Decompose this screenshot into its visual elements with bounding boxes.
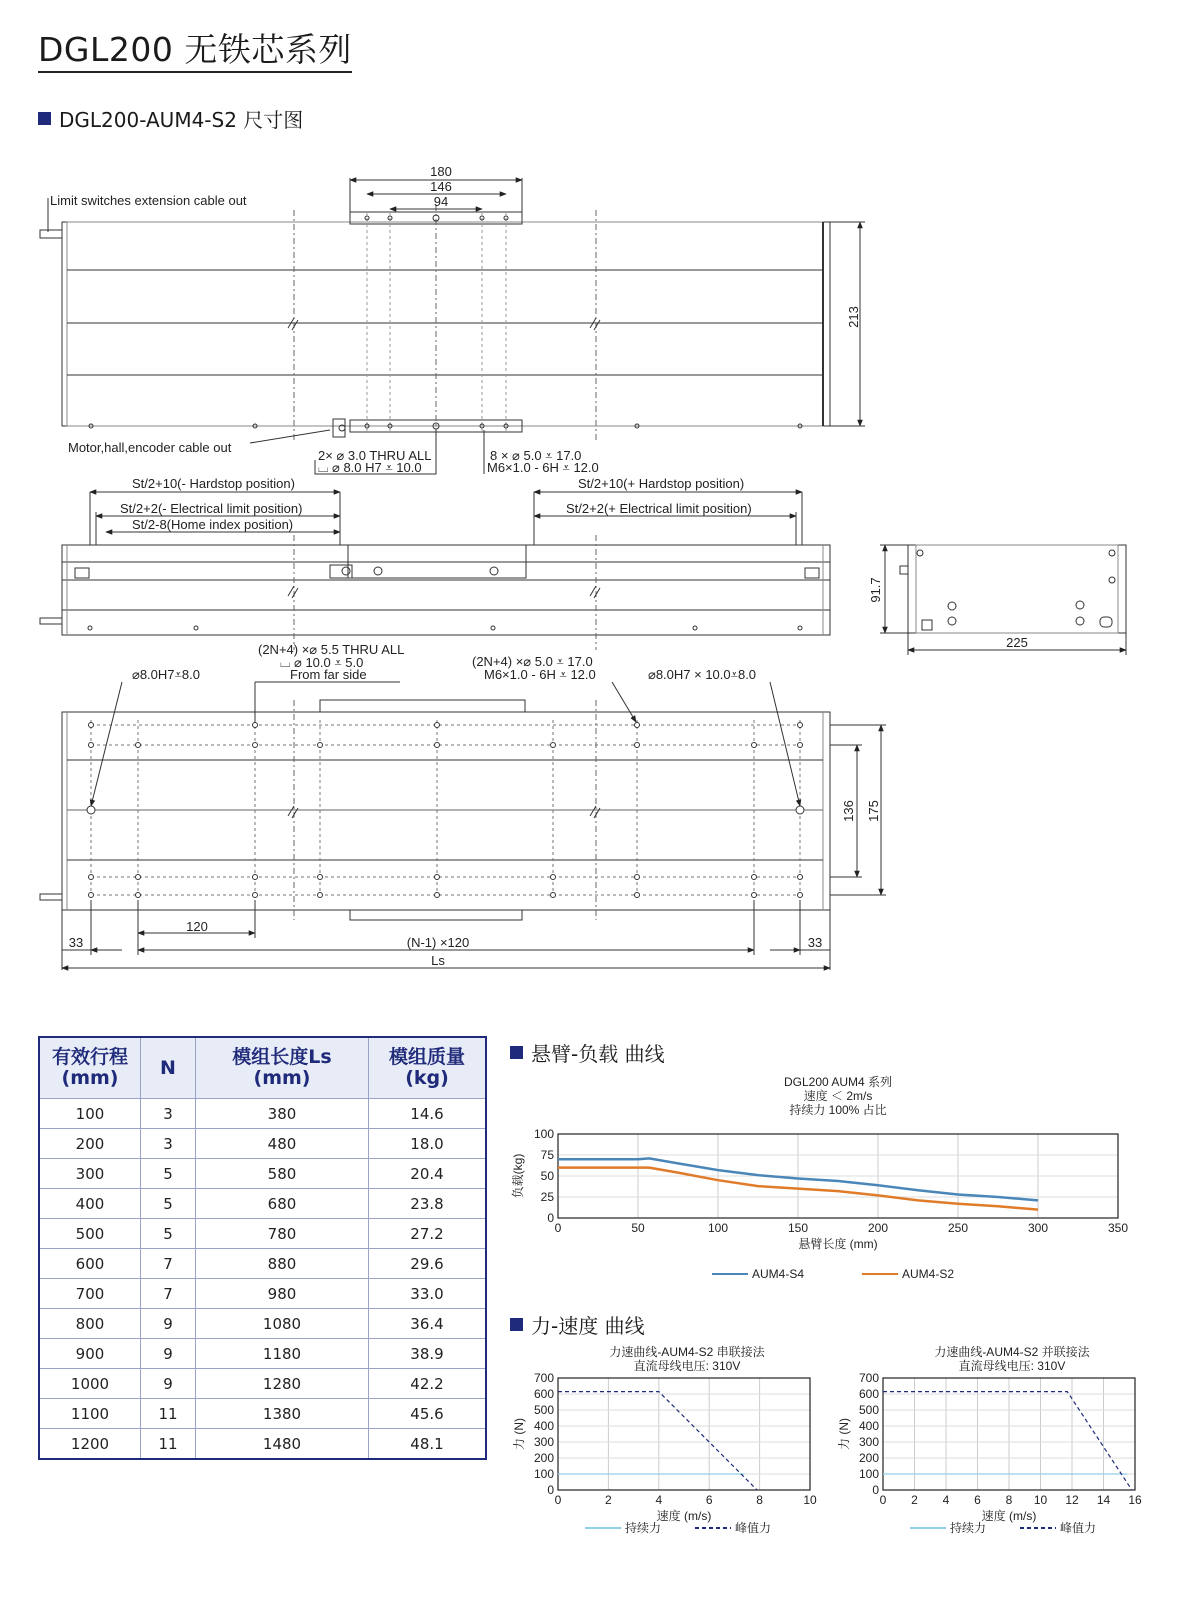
series-line-1: [883, 1392, 1132, 1490]
table-cell: 380: [196, 1099, 369, 1129]
table-cell: 980: [196, 1279, 369, 1309]
dim-33-left: 33: [68, 935, 84, 950]
y-axis-label: 力 (N): [512, 1418, 526, 1450]
table-row: [39, 1339, 486, 1369]
y-tick-label: 100: [533, 1467, 554, 1481]
table-cell: 1080: [196, 1309, 369, 1339]
cantilever-load-chart: [500, 1070, 1160, 1290]
table-cell: 36.4: [369, 1309, 487, 1339]
col-length-label: 模组长度Ls (mm): [232, 1046, 332, 1089]
x-axis-label: 速度 (m/s): [656, 1509, 712, 1523]
holes-spec-d1: (2N+4) ×⌀ 5.0 ⩡ 17.0: [472, 654, 593, 669]
holes-spec-d2: M6×1.0 - 6H ⩡ 12.0: [484, 667, 596, 682]
dim-146: 146: [430, 179, 452, 194]
table-cell: 7: [141, 1279, 196, 1309]
dim-94: 94: [433, 194, 449, 209]
table-row: [39, 1399, 486, 1429]
table-cell: 480: [196, 1129, 369, 1159]
x-tick-label: 6: [974, 1493, 981, 1507]
pin-spec-right: ⌀8.0H7 × 10.0⩡8.0: [648, 667, 757, 682]
dim-136: 136: [841, 800, 856, 822]
x-tick-label: 14: [1096, 1493, 1111, 1507]
force-speed-chart-series: [505, 1340, 835, 1545]
table-row: [39, 1099, 486, 1129]
table-cell: 1200: [39, 1429, 141, 1460]
section-force-heading: [510, 1310, 645, 1339]
table-row: [39, 1219, 486, 1249]
page-title: DGL200 无铁芯系列: [38, 30, 352, 73]
table-cell: 1480: [196, 1429, 369, 1460]
pin-spec-left: ⌀8.0H7⩡8.0: [132, 667, 200, 682]
table-row: [39, 1369, 486, 1399]
dimension-drawing: [0, 150, 1204, 990]
table-cell: 27.2: [369, 1219, 487, 1249]
table-cell: 780: [196, 1219, 369, 1249]
y-tick-label: 200: [533, 1451, 554, 1465]
x-tick-label: 8: [756, 1493, 763, 1507]
table-cell: 880: [196, 1249, 369, 1279]
table-cell: 5: [141, 1159, 196, 1189]
dim-180: 180: [430, 164, 452, 179]
legend-label-1: 峰值力: [735, 1521, 772, 1535]
x-tick-label: 4: [655, 1493, 663, 1507]
section-cantilever-label: 悬臂-负载 曲线: [531, 1042, 665, 1066]
label-hardstop-plus: St/2+10(+ Hardstop position): [578, 476, 745, 491]
table-cell: 3: [141, 1129, 196, 1159]
table-cell: 1100: [39, 1399, 141, 1429]
table-cell: 45.6: [369, 1399, 487, 1429]
table-cell: 42.2: [369, 1369, 487, 1399]
table-cell: 1180: [196, 1339, 369, 1369]
y-tick-label: 500: [533, 1403, 554, 1417]
force-speed-chart-parallel: [830, 1340, 1160, 1545]
holes-spec-c1: (2N+4) ×⌀ 5.5 THRU ALL: [258, 642, 405, 657]
table-cell: 200: [39, 1129, 141, 1159]
x-tick-label: 150: [787, 1221, 809, 1235]
col-n-label: N: [160, 1056, 176, 1079]
x-tick-label: 8: [1005, 1493, 1013, 1507]
top-view: [40, 178, 865, 474]
table-row: [39, 1129, 486, 1159]
series-line-1: [558, 1392, 757, 1490]
bullet-square-icon: [510, 1046, 523, 1059]
legend-label-0: 持续力: [950, 1521, 987, 1535]
y-axis-label: 负载(kg): [511, 1153, 525, 1199]
dim-33-right: 33: [807, 935, 823, 950]
table-cell: 38.9: [369, 1339, 487, 1369]
x-tick-label: 350: [1107, 1221, 1129, 1235]
table-cell: 900: [39, 1339, 141, 1369]
x-tick-label: 250: [947, 1221, 969, 1235]
label-motor-cable: Motor,hall,encoder cable out: [68, 440, 232, 455]
table-row: [39, 1309, 486, 1339]
x-axis-label: 悬臂长度 (mm): [798, 1237, 878, 1251]
table-cell: 11: [141, 1429, 196, 1460]
table-cell: 300: [39, 1159, 141, 1189]
section-cantilever-heading: [510, 1038, 665, 1067]
spec-table: [38, 1036, 487, 1460]
legend-label-0: AUM4-S4: [752, 1267, 805, 1281]
table-cell: 9: [141, 1339, 196, 1369]
x-tick-label: 16: [1128, 1493, 1142, 1507]
plot-frame: [558, 1378, 810, 1490]
col-stroke-label: 有效行程 (mm): [51, 1046, 128, 1089]
col-length: [196, 1037, 369, 1099]
y-tick-label: 300: [533, 1435, 554, 1449]
table-cell: 100: [39, 1099, 141, 1129]
label-elec-limit-minus: St/2+2(- Electrical limit position): [120, 501, 303, 516]
y-tick-label: 100: [858, 1467, 879, 1481]
dim-91-7: 91.7: [868, 577, 883, 603]
table-cell: 3: [141, 1099, 196, 1129]
col-mass: [369, 1037, 487, 1099]
section-dimensions-heading: [38, 104, 303, 133]
chart-subtitle: 直流母线电压: 310V: [958, 1359, 1066, 1373]
hole-spec-b2: M6×1.0 - 6H ⩡ 12.0: [487, 460, 599, 475]
x-tick-label: 2: [605, 1493, 612, 1507]
y-tick-label: 700: [858, 1371, 879, 1385]
table-cell: 23.8: [369, 1189, 487, 1219]
table-cell: 48.1: [369, 1429, 487, 1460]
y-tick-label: 600: [858, 1387, 879, 1401]
table-cell: 18.0: [369, 1129, 487, 1159]
table-row: [39, 1249, 486, 1279]
table-row: [39, 1189, 486, 1219]
dim-225: 225: [1006, 635, 1028, 650]
bullet-square-icon: [38, 112, 51, 125]
hole-spec-a2: ⌴ ⌀ 8.0 H7 ⩡ 10.0: [318, 460, 422, 475]
x-tick-label: 0: [554, 1221, 562, 1235]
dim-n-minus-1-120: (N-1) ×120: [406, 935, 470, 950]
table-cell: 800: [39, 1309, 141, 1339]
table-row: [39, 1429, 486, 1460]
x-tick-label: 6: [705, 1493, 713, 1507]
table-cell: 11: [141, 1399, 196, 1429]
y-tick-label: 400: [533, 1419, 554, 1433]
table-row: [39, 1279, 486, 1309]
table-cell: 1380: [196, 1399, 369, 1429]
chart-subtitle: 持续力 100% 占比: [789, 1103, 887, 1117]
legend-label-1: AUM4-S2: [902, 1267, 955, 1281]
y-tick-label: 700: [533, 1371, 554, 1385]
x-tick-label: 0: [554, 1493, 562, 1507]
x-axis-label: 速度 (m/s): [981, 1509, 1037, 1523]
bullet-square-icon: [510, 1318, 523, 1331]
holes-spec-c3: From far side: [290, 667, 367, 682]
table-cell: 33.0: [369, 1279, 487, 1309]
y-tick-label: 200: [858, 1451, 879, 1465]
y-tick-label: 0: [547, 1211, 554, 1225]
y-tick-label: 400: [858, 1419, 879, 1433]
table-cell: 9: [141, 1369, 196, 1399]
table-cell: 580: [196, 1159, 369, 1189]
spec-table-body: [39, 1099, 486, 1460]
table-cell: 20.4: [369, 1159, 487, 1189]
x-tick-label: 10: [803, 1493, 817, 1507]
x-tick-label: 50: [631, 1221, 645, 1235]
legend-label-1: 峰值力: [1060, 1521, 1097, 1535]
x-tick-label: 12: [1065, 1493, 1079, 1507]
table-cell: 1280: [196, 1369, 369, 1399]
table-row: [39, 1159, 486, 1189]
end-view: [880, 545, 1126, 655]
y-tick-label: 75: [540, 1148, 554, 1162]
label-home-index: St/2-8(Home index position): [132, 517, 294, 532]
col-n: [141, 1037, 196, 1099]
table-cell: 9: [141, 1309, 196, 1339]
bottom-view: [40, 682, 886, 970]
col-mass-label: 模组质量 (kg): [388, 1046, 465, 1089]
y-tick-label: 600: [533, 1387, 554, 1401]
table-cell: 7: [141, 1249, 196, 1279]
label-limit-cable: Limit switches extension cable out: [50, 193, 247, 208]
y-tick-label: 50: [540, 1169, 554, 1183]
hole-spec-a1: 2× ⌀ 3.0 THRU ALL: [318, 448, 432, 463]
dim-ls: Ls: [431, 953, 445, 968]
table-cell: 1000: [39, 1369, 141, 1399]
x-tick-label: 200: [867, 1221, 889, 1235]
dim-213: 213: [846, 306, 861, 328]
dim-120: 120: [186, 919, 208, 934]
x-tick-label: 300: [1027, 1221, 1049, 1235]
hole-spec-b1: 8 × ⌀ 5.0 ⩡ 17.0: [490, 448, 582, 463]
x-tick-label: 100: [707, 1221, 729, 1235]
y-tick-label: 300: [858, 1435, 879, 1449]
table-cell: 5: [141, 1189, 196, 1219]
x-tick-label: 2: [911, 1493, 918, 1507]
table-header-row: [39, 1037, 486, 1099]
y-tick-label: 100: [533, 1127, 554, 1141]
holes-spec-c2: ⌴ ⌀ 10.0 ⩡ 5.0: [280, 655, 364, 670]
dim-175: 175: [866, 800, 881, 822]
table-cell: 5: [141, 1219, 196, 1249]
chart-subtitle: 速度 ＜ 2m/s: [803, 1089, 873, 1103]
chart-title: 力速曲线-AUM4-S2 串联接法: [609, 1345, 765, 1359]
y-axis-label: 力 (N): [837, 1418, 851, 1450]
table-cell: 600: [39, 1249, 141, 1279]
label-elec-limit-plus: St/2+2(+ Electrical limit position): [566, 501, 752, 516]
x-tick-label: 10: [1033, 1493, 1048, 1507]
y-tick-label: 0: [547, 1483, 554, 1497]
table-cell: 14.6: [369, 1099, 487, 1129]
legend-label-0: 持续力: [625, 1521, 662, 1535]
table-cell: 500: [39, 1219, 141, 1249]
chart-title: 力速曲线-AUM4-S2 并联接法: [934, 1345, 1090, 1359]
y-tick-label: 500: [858, 1403, 879, 1417]
table-cell: 700: [39, 1279, 141, 1309]
y-tick-label: 0: [872, 1483, 879, 1497]
chart-title: DGL200 AUM4 系列: [783, 1075, 893, 1089]
label-hardstop-minus: St/2+10(- Hardstop position): [132, 476, 295, 491]
table-cell: 400: [39, 1189, 141, 1219]
x-tick-label: 4: [942, 1493, 950, 1507]
section-dimensions-label: DGL200-AUM4-S2 尺寸图: [59, 108, 304, 132]
table-cell: 680: [196, 1189, 369, 1219]
table-cell: 29.6: [369, 1249, 487, 1279]
chart-subtitle: 直流母线电压: 310V: [633, 1359, 741, 1373]
col-stroke: [39, 1037, 141, 1099]
section-force-label: 力-速度 曲线: [531, 1314, 645, 1338]
y-tick-label: 25: [540, 1190, 554, 1204]
x-tick-label: 0: [879, 1493, 887, 1507]
